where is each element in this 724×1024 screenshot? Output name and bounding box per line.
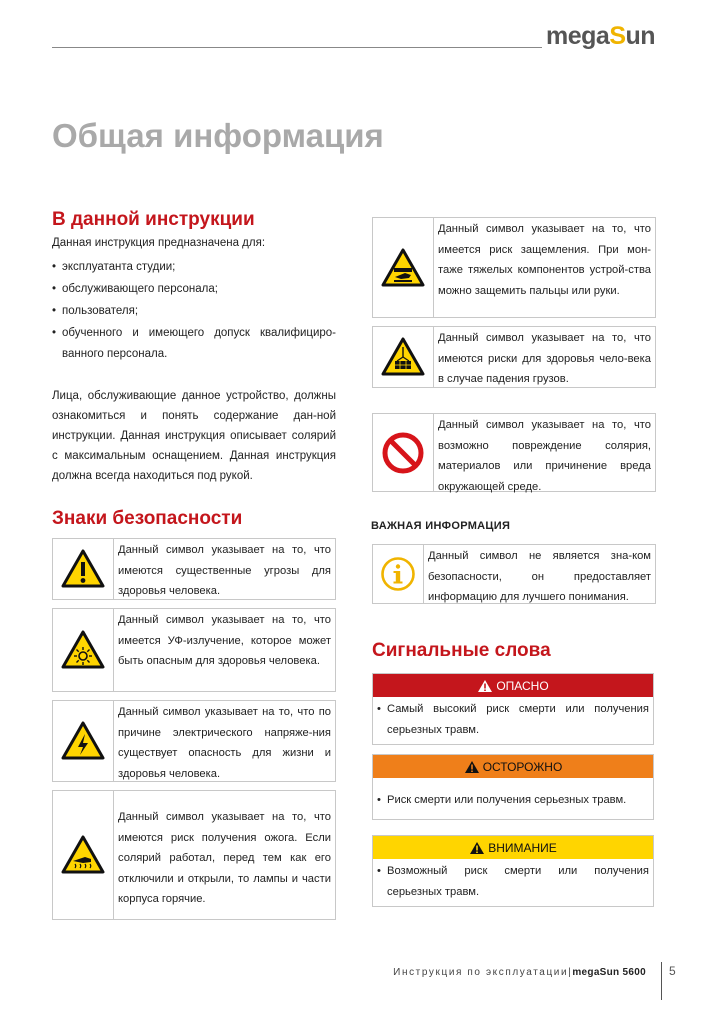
footer-divider bbox=[661, 962, 662, 1000]
safety-sign-crush bbox=[372, 217, 656, 318]
uv-radiation-warning-icon bbox=[53, 609, 114, 691]
signal-word-warning bbox=[372, 835, 654, 907]
info-icon bbox=[373, 545, 424, 603]
intro-bullet: • эксплуатанта студии; bbox=[52, 257, 336, 278]
prohibition-icon bbox=[373, 414, 434, 491]
intro-lead: Данная инструкция предназначена для: bbox=[52, 237, 266, 249]
safety-sign-general bbox=[52, 538, 336, 600]
section-heading-safety: Знаки безопасности bbox=[52, 508, 243, 529]
safety-sign-text: Данный символ указывает на то, что возможно повреждение солярия, материалов или причинение вреда окружающей среде. bbox=[438, 419, 651, 493]
general-warning-icon bbox=[53, 539, 114, 599]
footer-doc-title: Инструкция по эксплуатации|megaSun 5600 bbox=[393, 967, 646, 978]
signal-word-text: • Самый высокий риск смерти или получения серьезных травм. bbox=[373, 697, 653, 744]
header-rule bbox=[52, 47, 542, 48]
safety-sign-electric bbox=[52, 700, 336, 782]
safety-sign-text: Данный символ указывает на то, что имеется риск защемления. При мон-таже тяжелых компонентов устрой-ства можно защемить пальцы или руки. bbox=[438, 223, 651, 297]
section-heading-intro: В данной инструкции bbox=[52, 209, 255, 230]
electrical-hazard-icon bbox=[53, 701, 114, 781]
signal-word-label: ОПАСНО bbox=[496, 678, 549, 693]
signal-word-danger bbox=[372, 673, 654, 745]
safety-sign-prohibition bbox=[372, 413, 656, 492]
signal-word-text: • Риск смерти или получения серьезных травм. bbox=[373, 778, 653, 815]
intro-bullet: • обслуживающего персонала; bbox=[52, 279, 336, 300]
megasun-logo: megaSun bbox=[546, 22, 656, 50]
signal-word-caution bbox=[372, 754, 654, 820]
signal-word-label: ОСТОРОЖНО bbox=[482, 759, 563, 774]
safety-sign-hot-surface bbox=[52, 790, 336, 920]
warning-triangle-icon bbox=[464, 760, 480, 774]
falling-load-icon bbox=[373, 327, 434, 387]
safety-sign-text: Данный символ указывает на то, что по причине электрического напряже-ния существует опасность для жизни и здоровья человека. bbox=[118, 706, 331, 780]
signal-word-bar bbox=[373, 836, 653, 859]
safety-sign-text: Данный символ указывает на то, что имеются риск получения ожога. Если солярий работал, перед тем как его отключили и открыли, то лампы и части корпуса горячие. bbox=[118, 811, 331, 905]
important-heading: ВАЖНАЯ ИНФОРМАЦИЯ bbox=[371, 520, 511, 532]
intro-bullet: • обученного и имеющего допуск квалифициро-ванного персонала. bbox=[52, 323, 336, 365]
important-text: Данный символ не является зна-ком безопасности, он предоставляет информацию для лучшего понимания. bbox=[428, 550, 651, 603]
safety-sign-uv bbox=[52, 608, 336, 692]
section-heading-signal-words: Сигнальные слова bbox=[372, 640, 551, 661]
page-title: Общая информация bbox=[52, 117, 384, 154]
crush-hazard-icon bbox=[373, 218, 434, 317]
warning-triangle-icon bbox=[469, 841, 485, 855]
intro-bullet: • пользователя; bbox=[52, 301, 336, 322]
signal-word-label: ВНИМАНИЕ bbox=[488, 840, 557, 855]
hot-surface-icon bbox=[53, 791, 114, 919]
safety-sign-falling-load bbox=[372, 326, 656, 388]
intro-block bbox=[52, 233, 336, 365]
important-info-box bbox=[372, 544, 656, 604]
signal-word-bar bbox=[373, 755, 653, 778]
safety-sign-text: Данный символ указывает на то, что имеются существенные угрозы для здоровья человека. bbox=[118, 544, 331, 597]
warning-triangle-icon bbox=[477, 679, 493, 693]
signal-word-bar bbox=[373, 674, 653, 697]
intro-paragraph: Лица, обслуживающие данное устройство, должны ознакомиться и понять содержание дан-ной инструкции. Данная инструкция описывает солярий с максимальным оснащением. Данная инструкция должна всегда находиться под рукой. bbox=[52, 390, 336, 482]
signal-word-text: • Возможный риск смерти или получения серьезных травм. bbox=[373, 859, 653, 906]
safety-sign-text: Данный символ указывает на то, что имеется УФ-излучение, которое может быть опасным для здоровья человека. bbox=[118, 614, 331, 667]
page-number: 5 bbox=[669, 964, 676, 978]
safety-sign-text: Данный символ указывает на то, что имеются риски для здоровья чело-века в случае падения грузов. bbox=[438, 332, 651, 385]
